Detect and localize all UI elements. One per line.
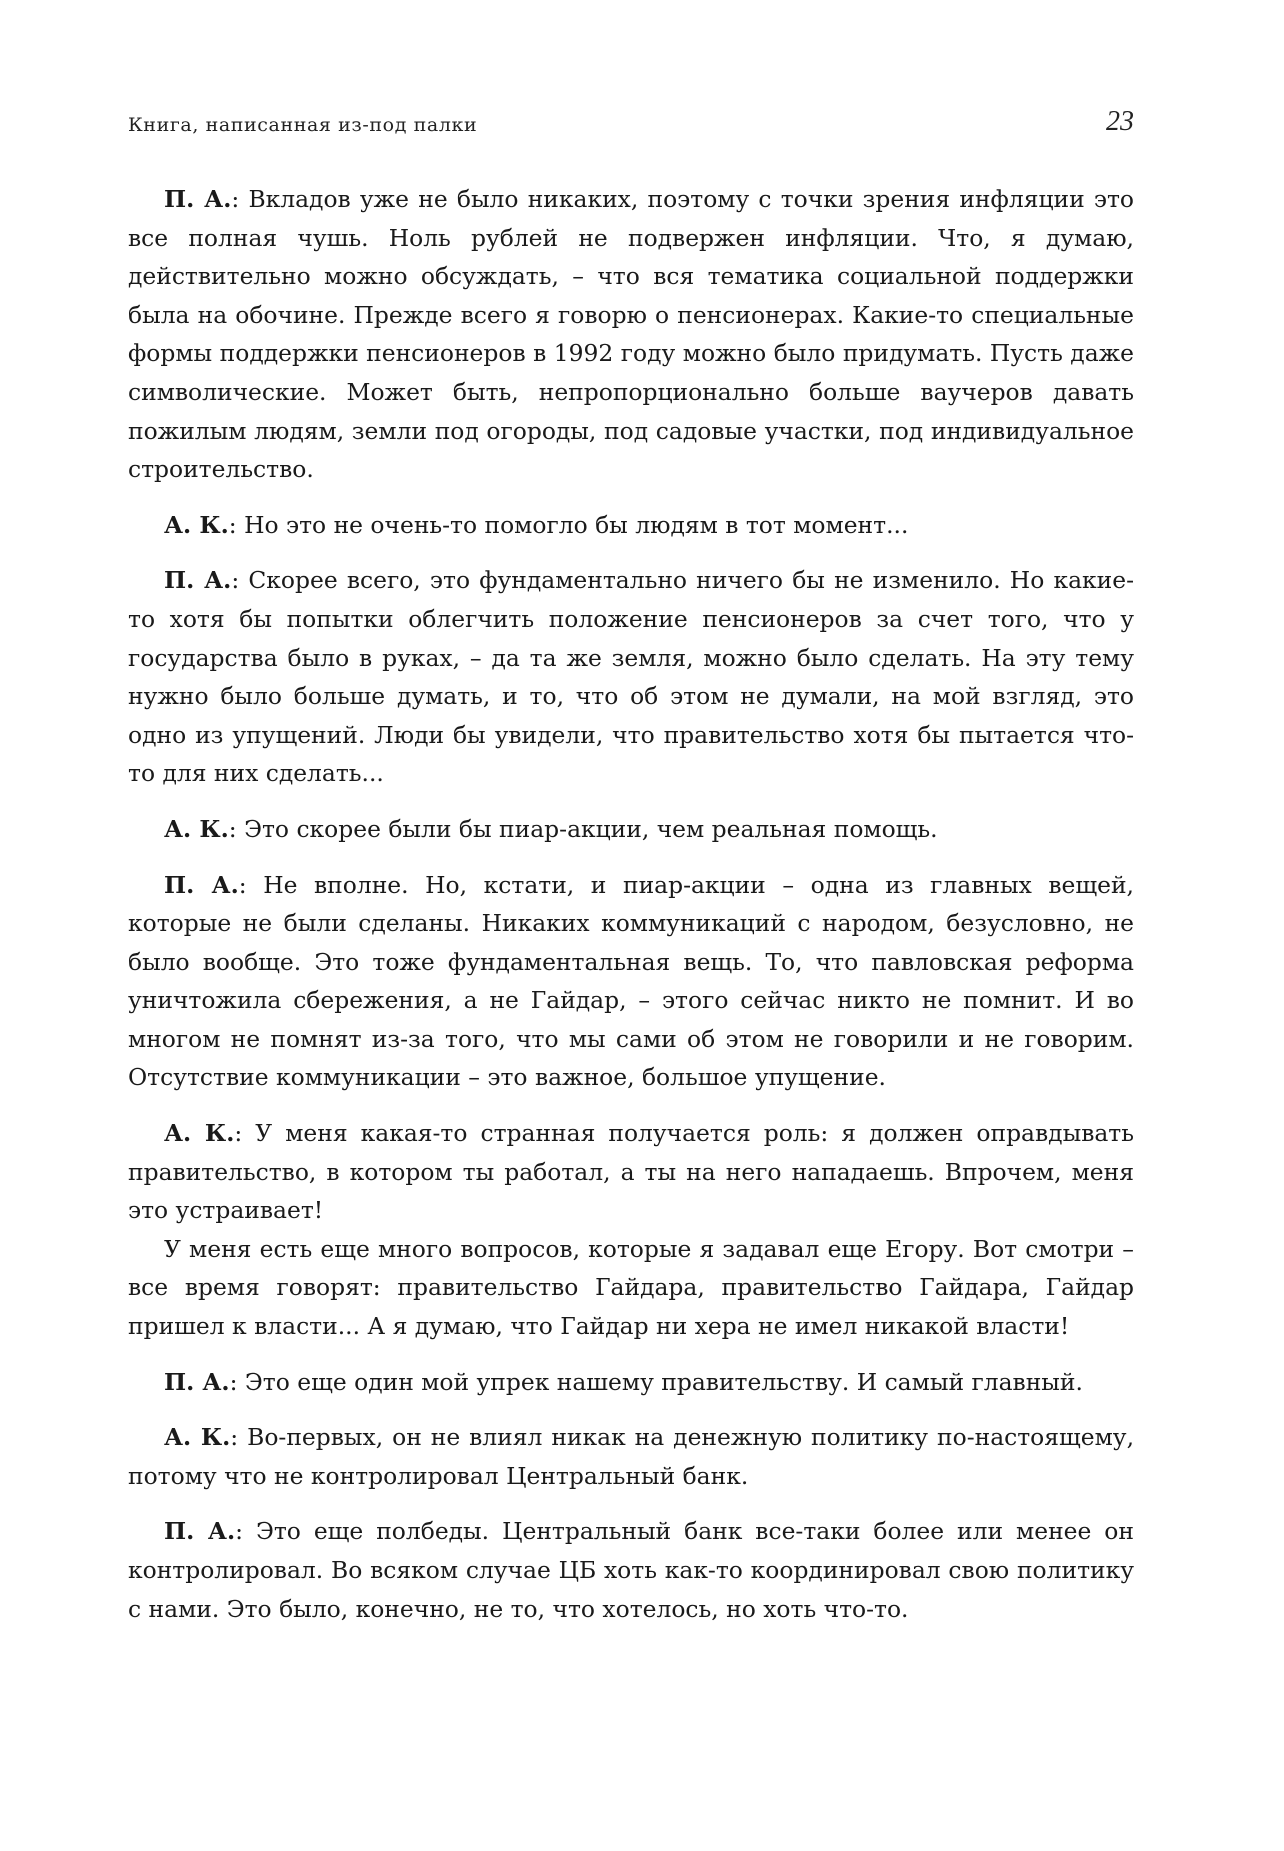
dialogue-paragraph [128, 1114, 1134, 1230]
running-head-title: Книга, написанная из-под палки [128, 114, 478, 136]
speaker-label: А. К. [164, 1423, 231, 1452]
dialogue-paragraph [128, 866, 1134, 1098]
paragraph-text: Это скорее были бы пиар-акции, чем реальная помощь. [244, 814, 938, 843]
speaker-separator: : [231, 185, 249, 213]
paragraph-text: Скорее всего, это фундаментально ничего бы не изменило. Но какие-то хотя бы попытки облегчить положение пенсионеров за счет того, что у государства было в руках, – да та же земля, можно было сделать. На эту тему нужно было больше думать, и то, что об этом не думали, на мой взгляд, это одно из упущений. Люди бы увидели, что правительство хотя бы пытается что-то для них сделать... [128, 566, 1134, 788]
speaker-label: П. А. [164, 566, 232, 595]
continuation-paragraph [128, 1230, 1134, 1346]
dialogue-paragraph [128, 561, 1134, 793]
paragraph-text: У меня какая-то странная получается роль: я должен оправдывать правительство, в котором ты работал, а ты на него нападаешь. Впрочем, меня это устраивает! [128, 1119, 1134, 1225]
dialogue-paragraph [128, 1418, 1134, 1495]
dialogue-paragraph [128, 810, 1134, 849]
dialogue-paragraph [128, 1512, 1134, 1628]
speaker-separator: : [235, 1517, 256, 1546]
dialogue-paragraph [128, 1363, 1134, 1402]
paragraph-text: Во-первых, он не влиял никак на денежную политику по-настоящему, потому что не контролировал Центральный банк. [128, 1423, 1135, 1490]
page-body [128, 180, 1134, 1645]
speaker-separator: : [238, 870, 264, 899]
dialogue-paragraph [128, 506, 1134, 545]
speaker-separator: : [229, 1367, 245, 1396]
speaker-separator: : [234, 1119, 256, 1148]
speaker-label: П. А. [164, 870, 239, 899]
paragraph-text: У меня есть еще много вопросов, которые я задавал еще Егору. Вот смотри – все время говорят: правительство Гайдара, правительство Гайдара, Гайдар пришел к власти... А я думаю, что Гайдар ни хера не имел никакой власти! [128, 1234, 1134, 1341]
speaker-separator: : [228, 510, 245, 539]
speaker-label: П. А. [164, 185, 232, 213]
dialogue-paragraph [128, 180, 1134, 489]
speaker-label: П. А. [164, 1517, 236, 1546]
page-number: 23 [1106, 106, 1134, 137]
paragraph-text: Это еще полбеды. Центральный банк все-таки более или менее он контролировал. Во всяком случае ЦБ хоть как-то координировал свою политику с нами. Это было, конечно, не то, что хотелось, но хоть что-то. [128, 1517, 1134, 1623]
speaker-separator: : [231, 566, 249, 595]
speaker-label: П. А. [164, 1367, 230, 1396]
paragraph-text: Не вполне. Но, кстати, и пиар-акции – одна из главных вещей, которые не были сделаны. Никаких коммуникаций с народом, безусловно, не было вообще. Это тоже фундаментальная вещь. То, что павловская реформа уничтожила сбережения, а не Гайдар, – этого сейчас никто не помнит. И во многом не помнят из-за того, что мы сами об этом не говорили и не говорим. Отсутствие коммуникации – это важное, большое упущение. [128, 870, 1134, 1092]
speaker-separator: : [228, 814, 245, 843]
speaker-label: А. К. [164, 1119, 235, 1148]
paragraph-text: Вкладов уже не было никаких, поэтому с точки зрения инфляции это все полная чушь. Ноль рублей не подвержен инфляции. Что, я думаю, действительно можно обсуждать, – что вся тематика социальной поддержки была на обочине. Прежде всего я говорю о пенсионерах. Какие-то специальные формы поддержки пенсионеров в 1992 году можно было придумать. Пусть даже символические. Может быть, непропорционально больше ваучеров давать пожилым людям, земли под огороды, под садовые участки, под индивидуальное строительство. [128, 185, 1134, 484]
paragraph-text: Но это не очень-то помогло бы людям в тот момент... [244, 510, 909, 539]
paragraph-text: Это еще один мой упрек нашему правительству. И самый главный. [244, 1367, 1083, 1396]
speaker-label: А. К. [164, 510, 229, 539]
running-header [128, 104, 1134, 136]
speaker-separator: : [230, 1423, 248, 1452]
speaker-label: А. К. [164, 814, 229, 843]
